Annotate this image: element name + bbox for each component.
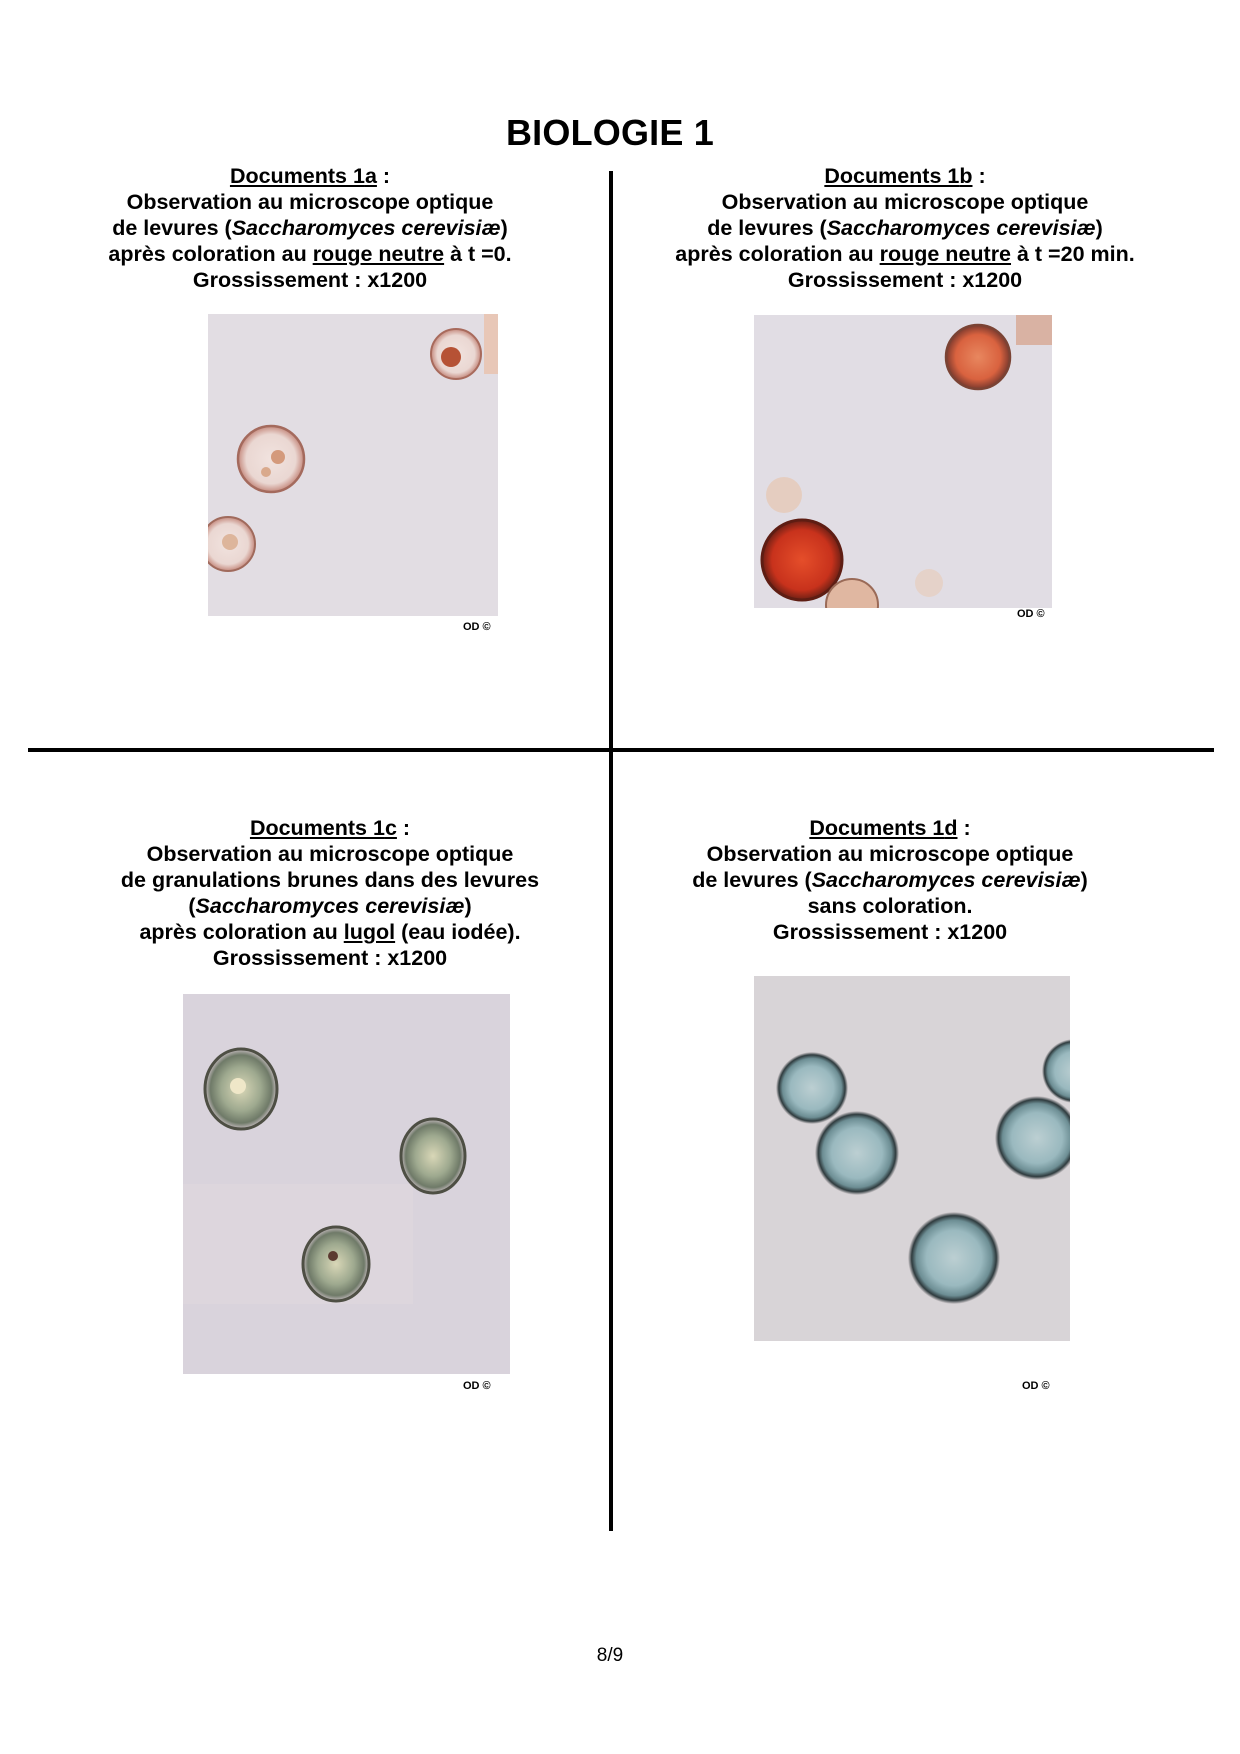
heading-letter: a bbox=[364, 164, 377, 188]
heading-prefix: Documents 1 bbox=[249, 816, 385, 840]
horizontal-divider bbox=[28, 748, 1214, 752]
photo-credit: OD © bbox=[463, 1380, 491, 1392]
document-1b-heading bbox=[630, 163, 1180, 189]
heading-suffix: : bbox=[957, 816, 971, 840]
text-fragment: ) bbox=[1080, 868, 1088, 892]
text-fragment: après coloration au bbox=[675, 242, 880, 266]
caption-line bbox=[60, 893, 600, 919]
caption-line: Observation au microscope optique bbox=[126, 190, 494, 214]
caption-line bbox=[640, 867, 1140, 893]
species-name: Saccharomyces cerevisiæ bbox=[231, 216, 501, 240]
species-name: Saccharomyces cerevisiæ bbox=[195, 894, 465, 918]
text-fragment: après coloration au bbox=[139, 920, 344, 944]
caption-line bbox=[60, 919, 600, 945]
species-name: Saccharomyces cerevisiæ bbox=[811, 868, 1081, 892]
photo-credit: OD © bbox=[1022, 1380, 1050, 1392]
heading-letter: b bbox=[959, 164, 973, 188]
page-number: 8/9 bbox=[596, 1645, 624, 1666]
micrograph-1a bbox=[208, 314, 498, 616]
photo-credit: OD © bbox=[1017, 608, 1045, 620]
heading-prefix: Documents 1 bbox=[824, 164, 960, 188]
heading-prefix: Documents 1 bbox=[229, 164, 365, 188]
heading-letter: c bbox=[384, 816, 397, 840]
magnification: Grossissement : x1200 bbox=[787, 268, 1023, 292]
micrograph-1c bbox=[183, 994, 510, 1374]
page-title: BIOLOGIE 1 bbox=[505, 112, 715, 153]
caption-line: sans coloration. bbox=[807, 894, 973, 918]
heading-prefix: Documents 1 bbox=[809, 816, 945, 840]
heading-suffix: : bbox=[972, 164, 986, 188]
text-fragment: ) bbox=[1095, 216, 1103, 240]
magnification: Grossissement : x1200 bbox=[192, 268, 428, 292]
caption-line bbox=[630, 241, 1180, 267]
species-name: Saccharomyces cerevisiæ bbox=[826, 216, 1096, 240]
caption-line: Observation au microscope optique bbox=[146, 842, 514, 866]
micrograph-1b bbox=[754, 315, 1052, 608]
document-1a-caption bbox=[70, 163, 550, 293]
caption-line bbox=[70, 215, 550, 241]
document-1a-heading bbox=[70, 163, 550, 189]
photo-credit: OD © bbox=[463, 621, 491, 633]
heading-suffix: : bbox=[376, 164, 391, 188]
magnification: Grossissement : x1200 bbox=[772, 920, 1008, 944]
document-1d-heading bbox=[640, 815, 1140, 841]
document-1c-heading bbox=[60, 815, 600, 841]
caption-line: de granulations brunes dans des levures bbox=[120, 868, 540, 892]
text-fragment: à t =0. bbox=[444, 242, 512, 266]
document-1b-caption bbox=[630, 163, 1180, 293]
stain-name: rouge neutre bbox=[312, 242, 445, 266]
text-fragment: de levures ( bbox=[707, 216, 827, 240]
stain-name: rouge neutre bbox=[879, 242, 1012, 266]
document-1c-caption bbox=[60, 815, 600, 971]
stain-name: lugol bbox=[343, 920, 396, 944]
vertical-divider bbox=[609, 171, 613, 1531]
caption-line bbox=[630, 215, 1180, 241]
text-fragment: après coloration au bbox=[108, 242, 313, 266]
text-fragment: de levures ( bbox=[112, 216, 232, 240]
magnification: Grossissement : x1200 bbox=[212, 946, 448, 970]
heading-suffix: : bbox=[396, 816, 411, 840]
text-fragment: ) bbox=[464, 894, 472, 918]
text-fragment: à t =20 min. bbox=[1011, 242, 1135, 266]
document-1d-caption bbox=[640, 815, 1140, 945]
caption-line bbox=[70, 241, 550, 267]
caption-line: Observation au microscope optique bbox=[721, 190, 1089, 214]
caption-line: Observation au microscope optique bbox=[706, 842, 1074, 866]
text-fragment: ( bbox=[188, 894, 196, 918]
heading-letter: d bbox=[944, 816, 958, 840]
micrograph-1d bbox=[754, 976, 1070, 1341]
text-fragment: ) bbox=[500, 216, 508, 240]
text-fragment: (eau iodée). bbox=[395, 920, 521, 944]
text-fragment: de levures ( bbox=[692, 868, 812, 892]
